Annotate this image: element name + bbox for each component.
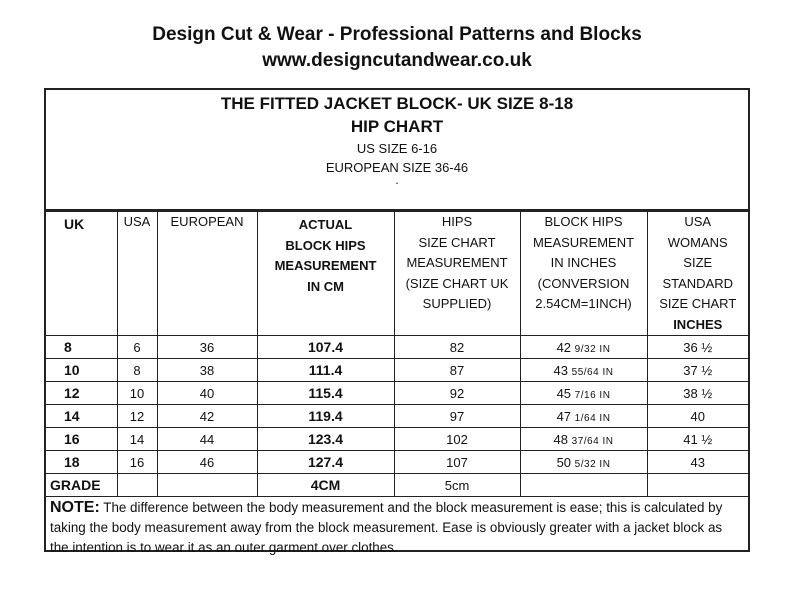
dot: .	[395, 173, 399, 187]
inches-fraction: 7/16 IN	[574, 389, 611, 401]
block-inches	[520, 451, 647, 474]
empty-cell	[520, 474, 647, 497]
col-european: EUROPEAN	[157, 212, 257, 336]
header-line: MEASUREMENT	[406, 255, 508, 270]
inches-whole: 47	[556, 408, 572, 424]
uk-size: 18	[46, 451, 117, 474]
us-inches: 36 ½	[647, 336, 748, 359]
eu-size: 42	[157, 405, 257, 428]
inches-whole: 50	[556, 454, 572, 470]
grade-block-cm: 4CM	[257, 474, 394, 497]
inches-whole: 45	[556, 385, 572, 401]
empty-cell	[647, 474, 748, 497]
block-inches	[520, 405, 647, 428]
header-row	[46, 212, 748, 336]
table-row	[46, 428, 748, 451]
usa-size: 10	[117, 382, 157, 405]
empty-cell	[157, 474, 257, 497]
table-row	[46, 451, 748, 474]
block-inches	[520, 359, 647, 382]
header-line: SUPPLIED)	[422, 296, 492, 311]
inches-fraction: 1/64 IN	[574, 412, 611, 424]
header-line: STANDARD	[662, 275, 734, 291]
col-uk: UK	[46, 212, 117, 336]
header-line: MEASUREMENT	[532, 234, 635, 250]
uk-size: 16	[46, 428, 117, 451]
block-cm: 111.4	[257, 359, 394, 382]
header-line: SIZE CHART	[659, 296, 737, 311]
header-line: ACTUAL	[298, 217, 353, 232]
note	[46, 497, 748, 559]
hips-cm: 82	[394, 336, 520, 359]
us-inches: 43	[647, 451, 748, 474]
note-label: NOTE:	[50, 499, 100, 516]
page-title: Design Cut & Wear - Professional Patterns and Blocks	[152, 24, 642, 45]
eu-size: 36	[157, 336, 257, 359]
block-inches	[520, 428, 647, 451]
col-block-inches	[520, 212, 647, 336]
uk-size: 14	[46, 405, 117, 428]
inches-fraction: 55/64 IN	[571, 366, 614, 378]
table-row	[46, 382, 748, 405]
hips-cm: 107	[394, 451, 520, 474]
hips-cm: 87	[394, 359, 520, 382]
eu-size: 44	[157, 428, 257, 451]
note-text: The difference between the body measurement and the block measurement is ease; this is calculated by taking the body measurement away from the block measurement. Ease is obviously greater with a jacket block as the intention is to wear it as an outer garment over clothes.	[50, 500, 723, 555]
block-cm: 119.4	[257, 405, 394, 428]
usa-size: 12	[117, 405, 157, 428]
eu-size: 38	[157, 359, 257, 382]
header-line: MEASUREMENT	[274, 258, 377, 273]
inches-fraction: 5/32 IN	[574, 458, 611, 470]
table-row	[46, 336, 748, 359]
us-inches: 37 ½	[647, 359, 748, 382]
header-line: USA	[684, 214, 712, 229]
hip-chart	[44, 88, 750, 555]
block-cm: 115.4	[257, 382, 394, 405]
usa-size: 8	[117, 359, 157, 382]
header-line: (SIZE CHART UK	[405, 275, 509, 291]
us-inches: 41 ½	[647, 428, 748, 451]
us-size-range: US SIZE 6-16	[356, 141, 438, 156]
header-line: SIZE	[683, 255, 713, 270]
hips-cm: 102	[394, 428, 520, 451]
table-row	[46, 405, 748, 428]
col-usa: USA	[117, 212, 157, 336]
chart-title: THE FITTED JACKET BLOCK- UK SIZE 8-18	[220, 94, 574, 113]
inches-fraction: 9/32 IN	[574, 343, 611, 355]
col-hips	[394, 212, 520, 336]
block-inches	[520, 336, 647, 359]
grade-hips: 5cm	[394, 474, 520, 497]
inches-whole: 48	[553, 431, 569, 447]
hips-cm: 92	[394, 382, 520, 405]
header-line: HIPS	[441, 214, 473, 229]
inches-whole: 42	[556, 339, 572, 355]
usa-size: 16	[117, 451, 157, 474]
block-inches	[520, 382, 647, 405]
us-inches: 38 ½	[647, 382, 748, 405]
uk-size: 12	[46, 382, 117, 405]
inches-fraction: 37/64 IN	[571, 435, 614, 447]
block-cm: 123.4	[257, 428, 394, 451]
header-line: SIZE CHART	[418, 234, 496, 250]
grade-row	[46, 474, 748, 497]
grade-label: GRADE	[46, 474, 117, 497]
website-url: www.designcutandwear.co.uk	[262, 50, 532, 71]
header-line: WOMANS	[667, 234, 728, 250]
block-cm: 107.4	[257, 336, 394, 359]
header-line: INCHES	[673, 316, 723, 332]
uk-size: 8	[46, 336, 117, 359]
header-line: BLOCK HIPS	[544, 214, 623, 229]
usa-size: 14	[117, 428, 157, 451]
inches-whole: 43	[553, 362, 569, 378]
usa-size: 6	[117, 336, 157, 359]
header-line: IN INCHES	[550, 255, 617, 270]
block-cm: 127.4	[257, 451, 394, 474]
chart-title-block	[46, 94, 748, 211]
header-line: 2.54CM=1INCH)	[535, 296, 632, 311]
header-line: BLOCK HIPS	[285, 237, 366, 253]
col-us-inches	[647, 212, 748, 336]
header-line: (CONVERSION	[537, 275, 630, 291]
col-block-cm	[257, 212, 394, 336]
uk-size: 10	[46, 359, 117, 382]
hips-cm: 97	[394, 405, 520, 428]
eu-size: 40	[157, 382, 257, 405]
header-line: IN CM	[307, 278, 344, 294]
eu-size: 46	[157, 451, 257, 474]
us-inches: 40	[647, 405, 748, 428]
eu-size-range: EUROPEAN SIZE 36-46	[325, 160, 469, 175]
table-row	[46, 359, 748, 382]
size-table	[46, 211, 748, 497]
empty-cell	[117, 474, 157, 497]
chart-subtitle: HIP CHART	[350, 117, 444, 136]
